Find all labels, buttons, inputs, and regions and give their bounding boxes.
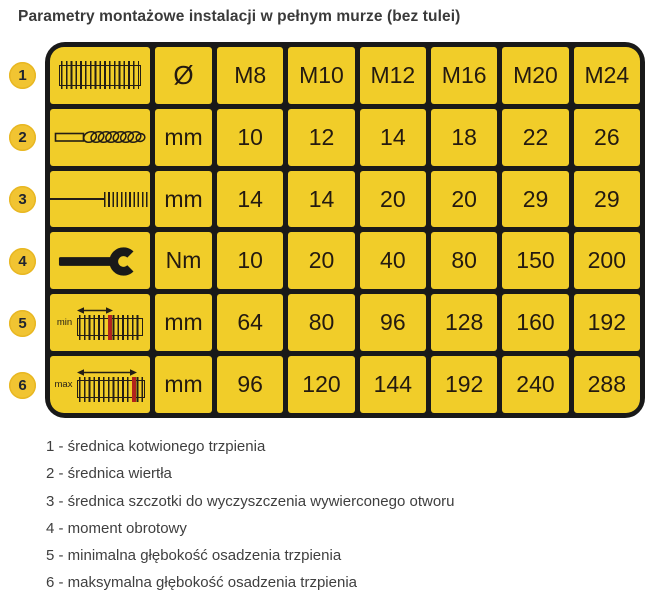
unit-cell: mm xyxy=(155,109,212,166)
unit-cell: mm xyxy=(155,294,212,351)
value-cell: 12 xyxy=(288,109,354,166)
value-cell: 18 xyxy=(431,109,497,166)
min-label: min xyxy=(56,316,73,328)
header-cell: M10 xyxy=(288,47,354,104)
table-row-2-icon-cell xyxy=(50,109,150,166)
table-row-6-icon-cell xyxy=(50,356,150,413)
value-cell: 192 xyxy=(431,356,497,413)
value-cell: 40 xyxy=(360,232,426,289)
value-cell: 26 xyxy=(574,109,640,166)
value-cell: 240 xyxy=(502,356,568,413)
legend-item: 4 - moment obrotowy xyxy=(46,519,187,537)
value-cell: 14 xyxy=(217,171,283,228)
unit-cell: mm xyxy=(155,356,212,413)
row-number-badge: 4 xyxy=(9,248,36,275)
value-cell: 20 xyxy=(360,171,426,228)
legend xyxy=(46,433,626,597)
value-cell: 64 xyxy=(217,294,283,351)
legend-item: 5 - minimalna głębokość osadzenia trzpienia xyxy=(46,547,342,565)
legend-item: 2 - średnica wiertła xyxy=(46,465,172,483)
value-cell: 10 xyxy=(217,232,283,289)
arrow-icon xyxy=(77,368,137,377)
table-row-1-icon-cell xyxy=(50,47,150,104)
row-number-badge: 1 xyxy=(9,62,36,89)
table-row-3-icon-cell xyxy=(50,171,150,228)
value-cell: 10 xyxy=(217,109,283,166)
arrow-icon xyxy=(77,306,113,315)
value-cell: 29 xyxy=(502,171,568,228)
value-cell: 128 xyxy=(431,294,497,351)
brush-icon xyxy=(50,192,150,207)
value-cell: 20 xyxy=(288,232,354,289)
value-cell: 80 xyxy=(288,294,354,351)
row-number-badge: 2 xyxy=(9,124,36,151)
header-cell: M16 xyxy=(431,47,497,104)
threaded-rod-icon xyxy=(59,61,141,89)
value-cell: 80 xyxy=(431,232,497,289)
legend-item: 1 - średnica kotwionego trzpienia xyxy=(46,438,266,455)
wrench-icon xyxy=(57,244,143,278)
table-row-5-icon-cell xyxy=(50,294,150,351)
row-number-badge: 6 xyxy=(9,372,36,399)
value-cell: 288 xyxy=(574,356,640,413)
value-cell: 200 xyxy=(574,232,640,289)
value-cell: 22 xyxy=(502,109,568,166)
value-cell: 96 xyxy=(360,294,426,351)
value-cell: 96 xyxy=(217,356,283,413)
header-cell: M12 xyxy=(360,47,426,104)
legend-item: 3 - średnica szczotki do wyczyszczenia wywierconego otworu xyxy=(46,492,455,510)
page-title: Parametry montażowe instalacji w pełnym murze (bez tulei) xyxy=(18,8,461,25)
value-cell: 14 xyxy=(360,109,426,166)
header-cell: M8 xyxy=(217,47,283,104)
max-embedment-icon xyxy=(55,368,146,402)
legend-item: 6 - maksymalna głębokość osadzenia trzpienia xyxy=(46,574,357,592)
header-cell: M24 xyxy=(574,47,640,104)
mounting-parameters-table xyxy=(45,42,645,418)
depth-mark xyxy=(132,377,136,402)
drill-bit-icon xyxy=(54,124,146,150)
value-cell: 14 xyxy=(288,171,354,228)
unit-cell: mm xyxy=(155,171,212,228)
depth-mark xyxy=(108,315,112,340)
unit-cell: Nm xyxy=(155,232,212,289)
max-label: max xyxy=(54,378,73,390)
value-cell: 144 xyxy=(360,356,426,413)
unit-cell: Ø xyxy=(155,47,212,104)
value-cell: 192 xyxy=(574,294,640,351)
row-number-badge: 5 xyxy=(9,310,36,337)
min-embedment-icon xyxy=(57,306,143,340)
table-row-4-icon-cell xyxy=(50,232,150,289)
value-cell: 29 xyxy=(574,171,640,228)
value-cell: 20 xyxy=(431,171,497,228)
value-cell: 120 xyxy=(288,356,354,413)
header-cell: M20 xyxy=(502,47,568,104)
value-cell: 160 xyxy=(502,294,568,351)
row-number-badge: 3 xyxy=(9,186,36,213)
value-cell: 150 xyxy=(502,232,568,289)
